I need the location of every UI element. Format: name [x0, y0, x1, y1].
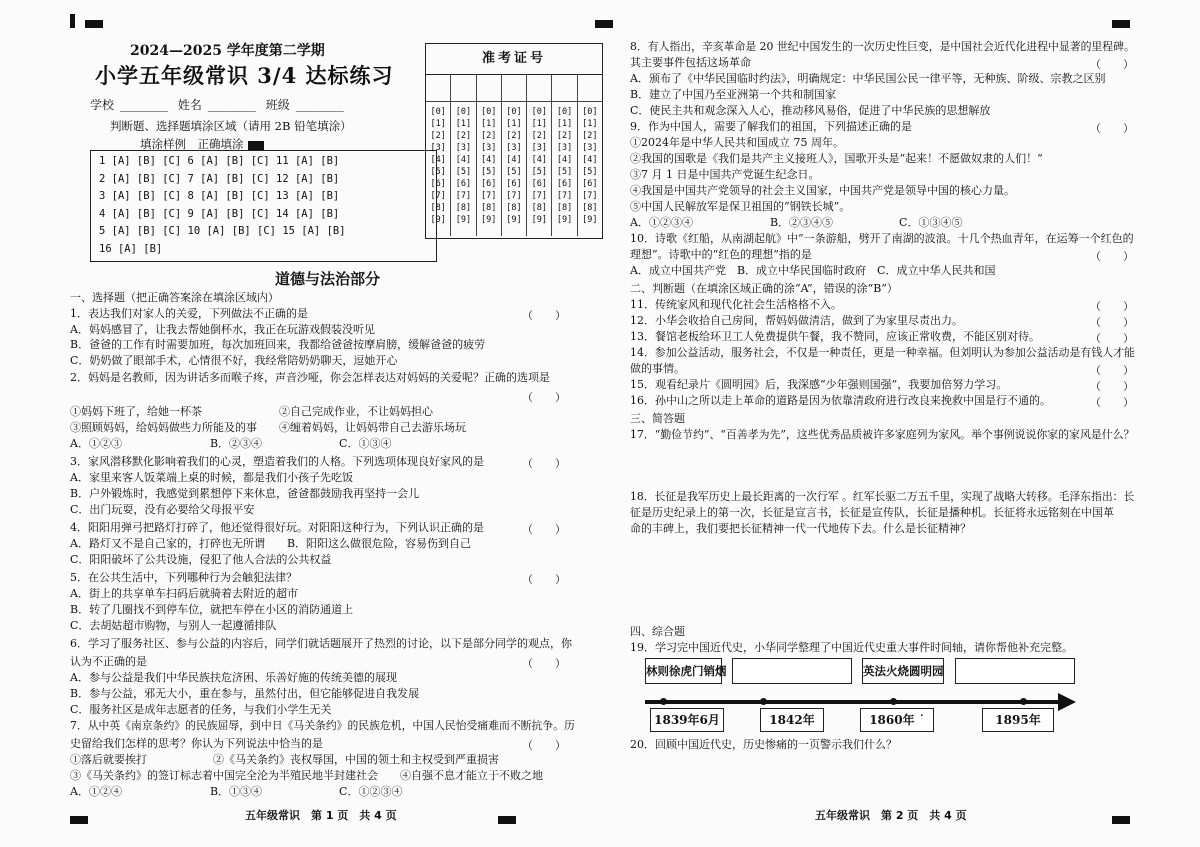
answer-paren[interactable]: （ ）	[522, 573, 566, 586]
registration-mark	[595, 20, 613, 28]
class-label: 班级	[265, 98, 290, 112]
timeline-event-1: 林则徐虎门销烟	[645, 658, 722, 684]
timeline-dot	[1020, 698, 1027, 705]
digit-bubble[interactable]: [6]	[430, 179, 446, 189]
digit-bubble[interactable]: [1]	[506, 119, 522, 129]
digit-bubble[interactable]: [5]	[430, 167, 446, 177]
question-line: 命的丰碑上，我们要把长征精神一代一代地传下去。什么是长征精神？	[630, 522, 971, 535]
digit-bubble[interactable]: [5]	[481, 167, 497, 177]
digit-bubble[interactable]: [0]	[531, 107, 547, 117]
question-line: 3．家风潜移默化影响着我们的心灵，塑造着我们的人格。下列选项体现良好家风的是	[70, 455, 484, 468]
question-20: 20．回顾中国近代史，历史惨痛的一页警示我们什么？	[630, 738, 897, 751]
question-line: 其主要事件包括这场革命	[630, 56, 751, 69]
digit-bubble[interactable]: [4]	[455, 155, 472, 165]
timeline-year-4: 1895年	[982, 708, 1054, 732]
bubble-row[interactable]: 1 [A] [B] [C] 6 [A] [B] [C] 11 [A] [B]	[99, 155, 340, 167]
answer-paren[interactable]: （ ）	[1090, 250, 1134, 263]
digit-bubble[interactable]: [1]	[481, 119, 497, 129]
digit-bubble[interactable]: [1]	[556, 119, 573, 129]
school-field[interactable]: ________	[120, 98, 169, 112]
question-line: B．参与公益，邪无大小，重在参与，虽然付出，但它能够促进自我发展	[70, 687, 420, 700]
digit-bubble[interactable]: [1]	[531, 119, 547, 129]
question-line: 17．“勤俭节约”、“百善孝为先”，这些优秀品质被许多家庭列为家风。举个事例说说你家的家风是什么？	[630, 428, 1135, 441]
question-line: 15．观看纪录片《圆明园》后，我深感“少年强则国强”，我要加倍努力学习。	[630, 378, 1008, 391]
name-field[interactable]: ________	[207, 98, 256, 112]
digit-bubble[interactable]: [1]	[582, 119, 598, 129]
question-line: 三、简答题	[630, 412, 685, 425]
digit-bubble[interactable]: [4]	[430, 155, 446, 165]
answer-paren[interactable]: （ ）	[1090, 380, 1134, 393]
answer-paren[interactable]: （ ）	[1090, 58, 1134, 71]
digit-bubble[interactable]: [3]	[506, 143, 522, 153]
digit-bubble[interactable]: [4]	[556, 155, 573, 165]
question-line: 征是历史纪录上的第一次，长征是宣言书，长征是宣传队，长征是播种机。长征将永远铭刻在中国革	[630, 506, 1114, 519]
digit-bubble[interactable]: [9]	[455, 215, 472, 225]
question-line: C．服务社区是成年志愿者的任务，与我们小学生无关	[70, 703, 332, 716]
question-line: 16．孙中山之所以走上革命的道路是因为依靠清政府进行改良来挽救中国是行不通的。	[630, 394, 1051, 407]
digit-bubble[interactable]: [8]	[506, 203, 522, 213]
answer-paren[interactable]: （ ）	[1090, 364, 1134, 377]
question-line: C．去胡姑超市购物，与别人一起遵循排队	[70, 619, 277, 632]
digit-bubble[interactable]: [3]	[556, 143, 573, 153]
timeline-axis	[645, 700, 1060, 704]
question-line: A．妈妈感冒了，让我去帮她倒杯水，我正在玩游戏假装没听见	[70, 323, 375, 336]
question-line: 18．长征是我军历史上最长距离的一次行军 。红军长驱二万五千里，实现了战略大转移。毛泽东指出：长	[630, 490, 1135, 503]
digit-bubble[interactable]: [5]	[556, 167, 573, 177]
page-footer: 五年级常识 第 1 页 共 4 页	[245, 809, 397, 822]
question-line: A．参与公益是我们中华民族扶危济困、乐善好施的传统美德的展现	[70, 671, 397, 684]
digit-bubble[interactable]: [4]	[531, 155, 547, 165]
question-line: 史留给我们怎样的思考？你认为下列说法中恰当的是	[70, 737, 323, 750]
question-line: B．转了几圈找不到停车位，就把车停在小区的消防通道上	[70, 603, 354, 616]
page-1	[60, 0, 598, 847]
timeline-year-2: 1842年	[760, 708, 824, 732]
timeline-dot	[890, 698, 897, 705]
term-heading: 2024—2025 学年度第二学期	[130, 43, 325, 59]
digit-bubble[interactable]: [8]	[556, 203, 573, 213]
class-field[interactable]: ________	[295, 98, 344, 112]
question-line: C．奶奶做了眼部手术，心情很不好，我经常陪奶奶聊天，逗她开心	[70, 354, 398, 367]
digit-bubble[interactable]: [6]	[582, 179, 598, 189]
answer-bubble-grid[interactable]	[90, 150, 437, 262]
question-line: ④我国是中国共产党领导的社会主义国家，中国共产党是领导中国的核心力量。	[630, 184, 1015, 197]
question-line: 一、选择题（把正确答案涂在填涂区域内）	[70, 291, 279, 304]
answer-paren[interactable]: （ ）	[1090, 316, 1134, 329]
question-line: 12．小华会收拾自己房间，帮妈妈做清洁，做到了为家里尽责出力。	[630, 314, 963, 327]
fill-instructions: 判断题、选择题填涂区域（请用 2B 铅笔填涂）	[110, 119, 352, 133]
timeline-dot	[760, 698, 767, 705]
question-line: C．使民主共和观念深入人心，推动移风易俗，促进了中华民族的思想解放	[630, 104, 991, 117]
question-line: 二、判断题（在填涂区域正确的涂“A”，错误的涂“B”）	[630, 282, 898, 295]
answer-paren[interactable]: （ ）	[522, 457, 566, 470]
digit-bubble[interactable]: [8]	[481, 203, 497, 213]
digit-bubble[interactable]: [6]	[455, 179, 472, 189]
question-line: 8．有人指出，辛亥革命是 20 世纪中国发生的一次历史性巨变，是中国社会近代化进程中显著的里程碑。	[630, 40, 1135, 53]
digit-bubble[interactable]: [3]	[531, 143, 547, 153]
digit-bubble[interactable]: [9]	[506, 215, 522, 225]
question-line: 11．传统家风和现代化社会生活格格不入。	[630, 298, 842, 311]
question-line: ③7 月 1 日是中国共产党诞生纪念日。	[630, 168, 820, 181]
digit-bubble[interactable]: [9]	[481, 215, 497, 225]
question-line: 10．诗歌《红船，从南湖起航》中“一条游船，劈开了南湖的波浪。十几个热血青年，在运筹一个红色的	[630, 232, 1134, 245]
exam-digit-column[interactable]	[426, 102, 451, 236]
digit-bubble[interactable]: [0]	[582, 107, 598, 117]
answer-paren[interactable]: （ ）	[522, 523, 566, 536]
digit-bubble[interactable]: [1]	[455, 119, 472, 129]
question-line: B．建立了中国乃至亚洲第一个共和制国家	[630, 88, 837, 101]
question-line: A．成立中国共产党 B．成立中华民国临时政府 C．成立中华人民共和国	[630, 264, 996, 277]
exam-digit-column[interactable]	[502, 102, 527, 236]
question-line: A．家里来客人饭菜端上桌的时候，都是我们小孩子先吃饭	[70, 471, 353, 484]
digit-bubble[interactable]: [5]	[455, 167, 472, 177]
exam-number-label: 准考证号	[426, 44, 602, 75]
exam-digit-column[interactable]	[477, 102, 502, 236]
question-line: B．户外锻炼时，我感觉到累想停下来休息，爸爸都鼓励我再坚持一会儿	[70, 487, 420, 500]
digit-bubble[interactable]: [9]	[531, 215, 547, 225]
digit-bubble[interactable]: [3]	[582, 143, 598, 153]
exam-digit-column[interactable]	[451, 102, 476, 236]
question-line: ③照顾妈妈，给妈妈做些力所能及的事 ④缠着妈妈，让妈妈带自己去游乐场玩	[70, 421, 466, 434]
digit-bubble[interactable]: [0]	[506, 107, 522, 117]
fill-sample-label: 填涂样例 正确填涂	[140, 137, 244, 151]
digit-bubble[interactable]: [8]	[531, 203, 547, 213]
page-footer: 五年级常识 第 2 页 共 4 页	[815, 809, 967, 822]
question-line: 1．表达我们对家人的关爱，下列做法不正确的是	[70, 307, 308, 320]
digit-bubble[interactable]: [2]	[531, 131, 547, 141]
bubble-row[interactable]: 16 [A] [B]	[99, 242, 163, 255]
digit-bubble[interactable]: [9]	[556, 215, 573, 225]
answer-paren[interactable]: （ ）	[522, 391, 566, 404]
digit-bubble[interactable]: [7]	[531, 191, 547, 201]
digit-bubble[interactable]: [6]	[556, 179, 573, 189]
name-label: 姓名	[177, 98, 202, 112]
digit-bubble[interactable]: [0]	[430, 107, 446, 117]
timeline-event-blank-2[interactable]	[955, 658, 1075, 684]
answer-paren[interactable]: （ ）	[522, 657, 566, 670]
digit-bubble[interactable]: [7]	[430, 191, 446, 201]
digit-bubble[interactable]: [8]	[582, 203, 598, 213]
digit-bubble[interactable]: [7]	[506, 191, 522, 201]
digit-bubble[interactable]: [5]	[531, 167, 547, 177]
timeline-dot	[660, 698, 667, 705]
digit-bubble[interactable]: [4]	[506, 155, 522, 165]
question-line: 5．在公共生活中，下列哪种行为会触犯法律？	[70, 571, 297, 584]
digit-bubble[interactable]: [0]	[556, 107, 573, 117]
digit-bubble[interactable]: [8]	[455, 203, 472, 213]
digit-bubble[interactable]: [8]	[430, 203, 446, 213]
digit-bubble[interactable]: [7]	[455, 191, 472, 201]
student-info	[90, 96, 350, 113]
exam-number-box[interactable]	[425, 43, 603, 239]
question-line: 6．学习了服务社区、参与公益的内容后，同学们就话题展开了热烈的讨论，以下是部分同学的观点，你	[70, 637, 572, 650]
question-line: 19．学习完中国近代史，小华同学整理了中国近代史重大事件时间轴，请你帮他补充完整。	[630, 641, 1073, 654]
digit-bubble[interactable]: [5]	[506, 167, 522, 177]
question-line: ①落后就要挨打 ②《马关条约》丧权辱国，中国的领土和主权受到严重损害	[70, 753, 499, 766]
question-line: A．路灯又不是自己家的，打碎也无所谓 B．阳阳这么做很危险，容易伤到自己	[70, 537, 472, 550]
page-2	[620, 0, 1140, 847]
bubble-row[interactable]: 4 [A] [B] [C] 9 [A] [B] [C] 14 [A] [B]	[99, 207, 340, 220]
digit-bubble[interactable]: [4]	[481, 155, 497, 165]
filled-bubble-sample	[248, 141, 264, 150]
digit-bubble[interactable]: [3]	[481, 143, 497, 153]
timeline-year-3: 1860年 ˙	[860, 708, 934, 732]
timeline-event-3: 英法火烧圆明园	[862, 658, 944, 684]
answer-paren[interactable]: （ ）	[522, 739, 566, 752]
question-line: A．①②③④ B．②③④⑤ C．①③④⑤	[630, 216, 963, 229]
bubble-row[interactable]: 3 [A] [B] [C] 8 [A] [B] [C] 13 [A] [B]	[99, 190, 340, 202]
digit-bubble[interactable]: [6]	[531, 179, 547, 189]
question-line: A．颁布了《中华民国临时约法》，明确规定：中华民国公民一律平等，无种族、阶级、宗教之区别	[630, 72, 1106, 85]
question-line: ①妈妈下班了，给她一杯茶 ②自己完成作业，不让妈妈担心	[70, 405, 433, 418]
digit-bubble[interactable]: [2]	[582, 131, 598, 141]
timeline-year-1: 1839年6月	[650, 708, 724, 732]
section-title: 道德与法治部分	[275, 270, 381, 288]
question-line: ⑤中国人民解放军是保卫祖国的“钢铁长城”。	[630, 200, 851, 213]
digit-bubble[interactable]: [2]	[430, 131, 446, 141]
question-line: ③《马关条约》的签订标志着中国完全沦为半殖民地半封建社会 ④自强不息才能立于不败之地	[70, 769, 543, 782]
answer-paren[interactable]: （ ）	[522, 309, 566, 322]
exam-digit-column[interactable]	[552, 102, 577, 236]
digit-bubble[interactable]: [4]	[582, 155, 598, 165]
digit-bubble[interactable]: [6]	[481, 179, 497, 189]
digit-bubble[interactable]: [7]	[481, 191, 497, 201]
exam-digit-column[interactable]	[527, 102, 552, 236]
digit-bubble[interactable]: [2]	[556, 131, 573, 141]
question-line: 2．妈妈是名教师，因为讲话多而喉子疼，声音沙哑，你会怎样表达对妈妈的关爱呢？正确的选项是	[70, 371, 550, 384]
question-line: 认为不正确的是	[70, 655, 147, 668]
question-line: 9．作为中国人，需要了解我们的祖国，下列描述正确的是	[630, 120, 912, 133]
question-line: C．阳阳破坏了公共设施，侵犯了他人合法的公共权益	[70, 553, 332, 566]
school-label: 学校	[90, 98, 115, 112]
question-line: 做的事情。	[630, 362, 685, 375]
question-line: 14．参加公益活动，服务社会，不仅是一种责任，更是一种幸福。但刘明认为参加公益活动是有钱人才能	[630, 346, 1135, 359]
question-line: A．街上的共享单车扫码后就骑着去附近的超市	[70, 587, 298, 600]
question-line: C．出门玩耍，没有必要给父母报平安	[70, 503, 255, 516]
question-line: 四、综合题	[630, 625, 685, 638]
digit-bubble[interactable]: [3]	[455, 143, 472, 153]
digit-bubble[interactable]: [7]	[582, 191, 598, 201]
digit-bubble[interactable]: [0]	[455, 107, 472, 117]
question-line: A．①②④ B．①③④ C．①②③④	[70, 785, 403, 798]
answer-paren[interactable]: （ ）	[1090, 396, 1134, 409]
digit-bubble[interactable]: [2]	[506, 131, 522, 141]
question-line: ①2024年是中华人民共和国成立 75 周年。	[630, 136, 844, 149]
digit-bubble[interactable]: [1]	[430, 119, 446, 129]
timeline-event-blank-1[interactable]	[732, 658, 852, 684]
exam-digit-column[interactable]	[578, 102, 602, 236]
answer-paren[interactable]: （ ）	[1090, 332, 1134, 345]
digit-bubble[interactable]: [6]	[506, 179, 522, 189]
exam-number-write-row[interactable]	[426, 75, 602, 102]
bubble-row[interactable]: 2 [A] [B] [C] 7 [A] [B] [C] 12 [A] [B]	[99, 172, 340, 185]
digit-bubble[interactable]: [3]	[430, 143, 446, 153]
question-line: A．①②③ B．②③④ C．①③④	[70, 437, 392, 450]
digit-bubble[interactable]: [2]	[455, 131, 472, 141]
page-title: 小学五年级常识 3/4 达标练习	[95, 63, 394, 88]
question-line: B．爸爸的工作有时需要加班，每次加班回来，我都给爸爸按摩肩膀，缓解爸爸的疲劳	[70, 338, 486, 351]
digit-bubble[interactable]: [2]	[481, 131, 497, 141]
digit-bubble[interactable]: [0]	[481, 107, 497, 117]
digit-bubble[interactable]: [5]	[582, 167, 598, 177]
answer-paren[interactable]: （ ）	[1090, 122, 1134, 135]
digit-bubble[interactable]: [9]	[430, 215, 446, 225]
exam-number-bubbles[interactable]	[426, 102, 602, 236]
digit-bubble[interactable]: [9]	[582, 215, 598, 225]
question-line: ②我国的国歌是《我们是共产主义接班人》，国歌开头是“起来！不愿做奴隶的人们！”	[630, 152, 1043, 165]
bubble-row[interactable]: 5 [A] [B] [C] 10 [A] [B] [C] 15 [A] [B]	[99, 225, 346, 237]
answer-paren[interactable]: （ ）	[1090, 300, 1134, 313]
question-line: 7．从中英《南京条约》的民族屈辱，到中日《马关条约》的民族危机，中国人民怡受痛难而不断抗争。历	[70, 719, 575, 732]
question-line: 4．阳阳用弹弓把路灯打碎了，他还觉得很好玩。对阳阳这种行为，下列认识正确的是	[70, 521, 484, 534]
timeline-arrow	[1058, 693, 1076, 711]
digit-bubble[interactable]: [7]	[556, 191, 573, 201]
question-line: 理想”。诗歌中的“红色的理想”指的是	[630, 248, 812, 261]
question-line: 13．餐馆老板给环卫工人免费提供午餐，我不赞同，应该正常收费，不能区别对待。	[630, 330, 1040, 343]
